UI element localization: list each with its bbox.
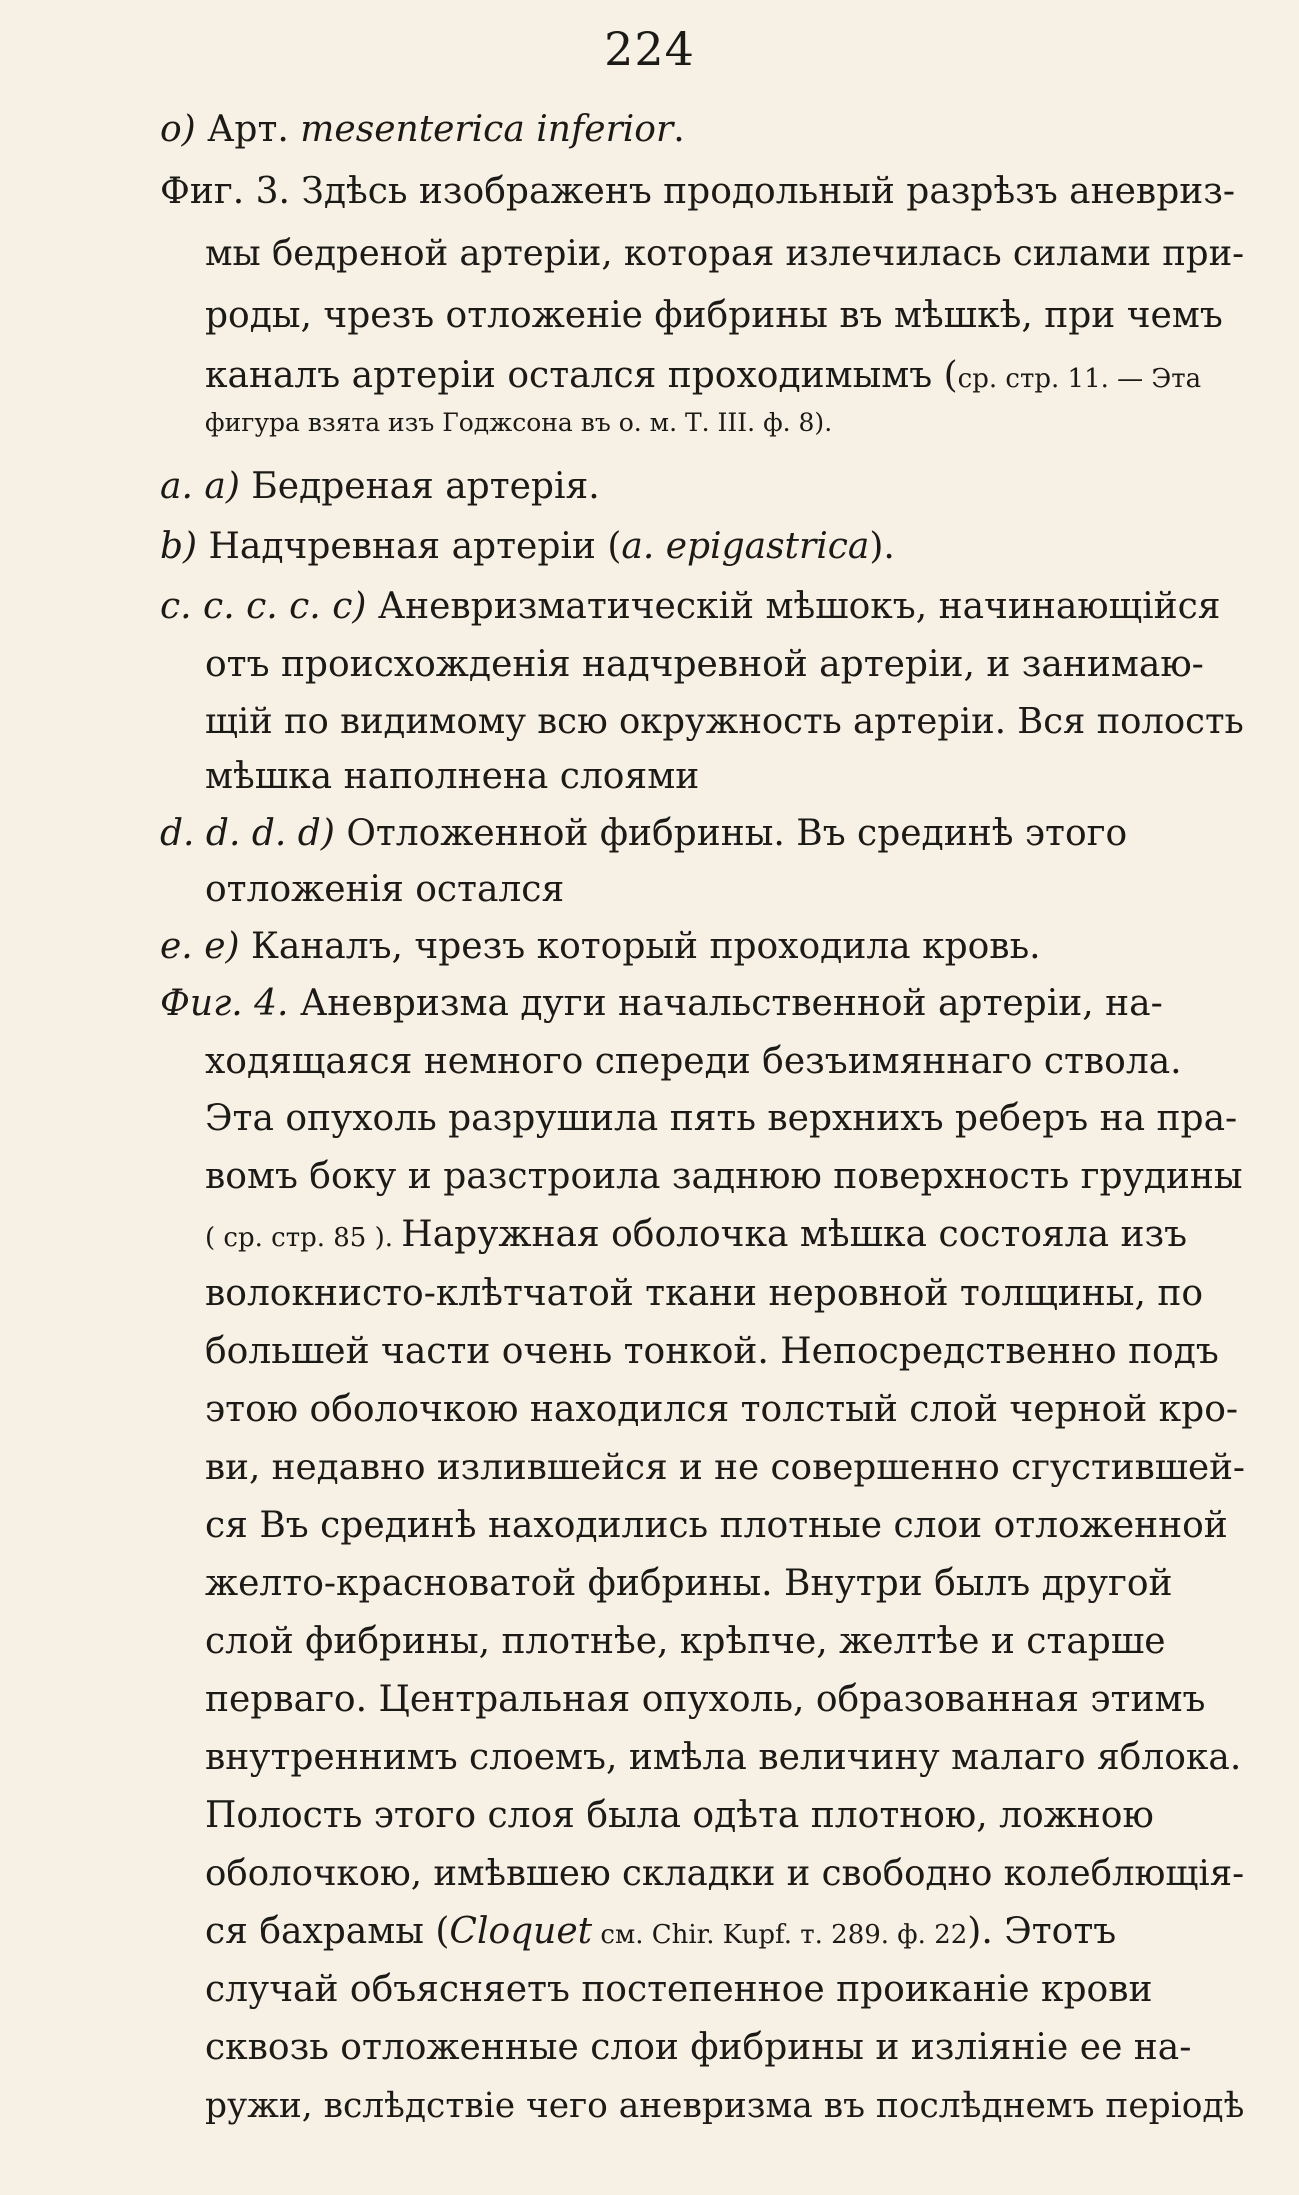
- text-line: [205, 1272, 1203, 1316]
- text-line: [205, 1155, 1243, 1199]
- text-line: [205, 1388, 1238, 1432]
- text-line: [205, 1562, 1173, 1606]
- line-text: мѣшка наполнена слоями: [205, 756, 700, 797]
- figure-label: Фиг.: [160, 171, 245, 212]
- text-line: [205, 755, 699, 799]
- line-text: Аневризматическій мѣшокъ, начинающійся: [366, 586, 1221, 627]
- text-line: [205, 1852, 1244, 1896]
- text-line: [160, 525, 895, 569]
- line-text: Наружная оболочка мѣшка состояла изъ: [401, 1214, 1188, 1255]
- line-text: щій по видимому всю окружность артеріи. Вся полость: [205, 701, 1244, 742]
- line-text: большей части очень тонкой. Непосредственно подъ: [205, 1331, 1219, 1372]
- latin-term: mesenterica inferior: [300, 109, 674, 150]
- line-text: слой фибрины, плотнѣе, крѣпче, желтѣе и старше: [205, 1621, 1166, 1662]
- line-marker: e. e): [160, 926, 240, 967]
- reference-text: см. Chir. Kupf. т. 289. ф. 22: [592, 1920, 968, 1950]
- reference-text: фигура взята изъ Годжсона въ о. м. Т. III. ф. 8).: [205, 408, 833, 437]
- line-marker: o): [160, 109, 196, 150]
- line-marker: c. c. c. c. c): [160, 586, 367, 627]
- line-text: Эта опухоль разрушила пять верхнихъ реберъ на пра-: [205, 1098, 1238, 1139]
- text-line: [205, 1620, 1166, 1664]
- line-text: отъ происхожденія надчревной артеріи, и занимаю-: [205, 644, 1204, 685]
- text-line: [160, 925, 1041, 969]
- line-text: Полость этого слоя была одѣта плотною, ложною: [205, 1795, 1154, 1836]
- text-line: [205, 2084, 1244, 2128]
- line-text-end: ). Этотъ: [967, 1911, 1117, 1952]
- line-marker: d. d. d. d): [160, 813, 335, 854]
- line-text: случай объясняетъ постепенное проиканіе крови: [205, 1969, 1153, 2010]
- line-text: ся бахрамы (: [205, 1911, 450, 1952]
- line-text: Аневризма дуги начальственной артеріи, на-: [288, 983, 1163, 1024]
- text-line: [160, 585, 1221, 629]
- line-text: Надчревная артеріи (: [197, 526, 622, 567]
- text-line: [205, 868, 564, 912]
- reference-text: ( ср. стр. 85 ).: [205, 1223, 402, 1253]
- latin-term: a. epigastrica: [621, 526, 870, 567]
- line-text: перваго. Центральная опухоль, образованная этимъ: [205, 1679, 1206, 1720]
- reference-text: ср. стр. 11. — Эта: [957, 364, 1202, 394]
- text-line: [205, 1097, 1237, 1141]
- line-text-end: .: [673, 109, 685, 150]
- line-text: ся Въ срединѣ находились плотные слои отложенной: [205, 1505, 1228, 1546]
- text-line: [160, 982, 1163, 1026]
- text-line: [205, 1968, 1152, 2012]
- line-text: ходящаяся немного спереди безъимяннаго ствола.: [205, 1041, 1182, 1082]
- text-line: [205, 1330, 1219, 1374]
- text-line: [205, 232, 1244, 276]
- text-line: [205, 1504, 1228, 1548]
- line-text: 3. Здѣсь изображенъ продольный разрѣзъ аневриз-: [244, 171, 1236, 212]
- line-text: сквозь отложенные слои фибрины и изліяніе ее на-: [205, 2027, 1192, 2068]
- line-text: этою оболочкою находился толстый слой черной кро-: [205, 1389, 1239, 1430]
- line-text: Бедреная артерія.: [239, 466, 600, 507]
- text-line: [205, 643, 1204, 687]
- text-line: [205, 1910, 1116, 1957]
- author-name: Cloquet: [449, 1911, 593, 1952]
- line-text: оболочкою, имѣвшею складки и свободно колеблющія-: [205, 1853, 1245, 1894]
- line-marker: a. a): [160, 466, 240, 507]
- text-line: [205, 1678, 1205, 1722]
- text-line: [205, 294, 1223, 338]
- line-text: волокнисто-клѣтчатой ткани неровной толщины, по: [205, 1273, 1203, 1314]
- line-text: отложенія остался: [205, 869, 565, 910]
- text-line: [205, 1213, 1187, 1260]
- text-line: [160, 108, 685, 152]
- line-text: внутреннимъ слоемъ, имѣла величину малаго яблока.: [205, 1737, 1242, 1778]
- line-text: мы бедреной артеріи, которая излечилась силами при-: [205, 233, 1245, 274]
- line-text: ви, недавно излившейся и не совершенно сгустившей-: [205, 1447, 1246, 1488]
- text-line: [160, 170, 1235, 214]
- line-text: ружи, вслѣдствіе чего аневризма въ послѣднемъ періодѣ: [205, 2086, 1245, 2126]
- text-line: [205, 2026, 1191, 2070]
- text-line: [205, 1446, 1245, 1490]
- text-line: [160, 812, 1127, 856]
- figure-label: Фиг. 4.: [160, 983, 289, 1024]
- text-line: [205, 1794, 1154, 1838]
- text-line: [205, 1040, 1182, 1084]
- line-text: Каналъ, чрезъ который проходила кровь.: [239, 926, 1041, 967]
- line-text: Арт.: [195, 109, 301, 150]
- line-text-end: ).: [869, 526, 895, 567]
- text-line: [205, 354, 1201, 401]
- line-text: Отложенной фибрины. Въ срединѣ этого: [334, 813, 1128, 854]
- page-number: 224: [604, 22, 695, 76]
- line-marker: b): [160, 526, 198, 567]
- text-line: [205, 700, 1244, 744]
- line-text: каналъ артеріи остался проходимымъ (: [205, 355, 958, 396]
- text-line: [205, 405, 832, 441]
- line-text: вомъ боку и разстроила заднюю поверхность грудины: [205, 1156, 1243, 1197]
- line-text: роды, чрезъ отложеніе фибрины въ мѣшкѣ, при чемъ: [205, 295, 1223, 336]
- line-text: желто-красноватой фибрины. Внутри былъ другой: [205, 1563, 1173, 1604]
- text-line: [160, 465, 600, 509]
- text-line: [205, 1736, 1241, 1780]
